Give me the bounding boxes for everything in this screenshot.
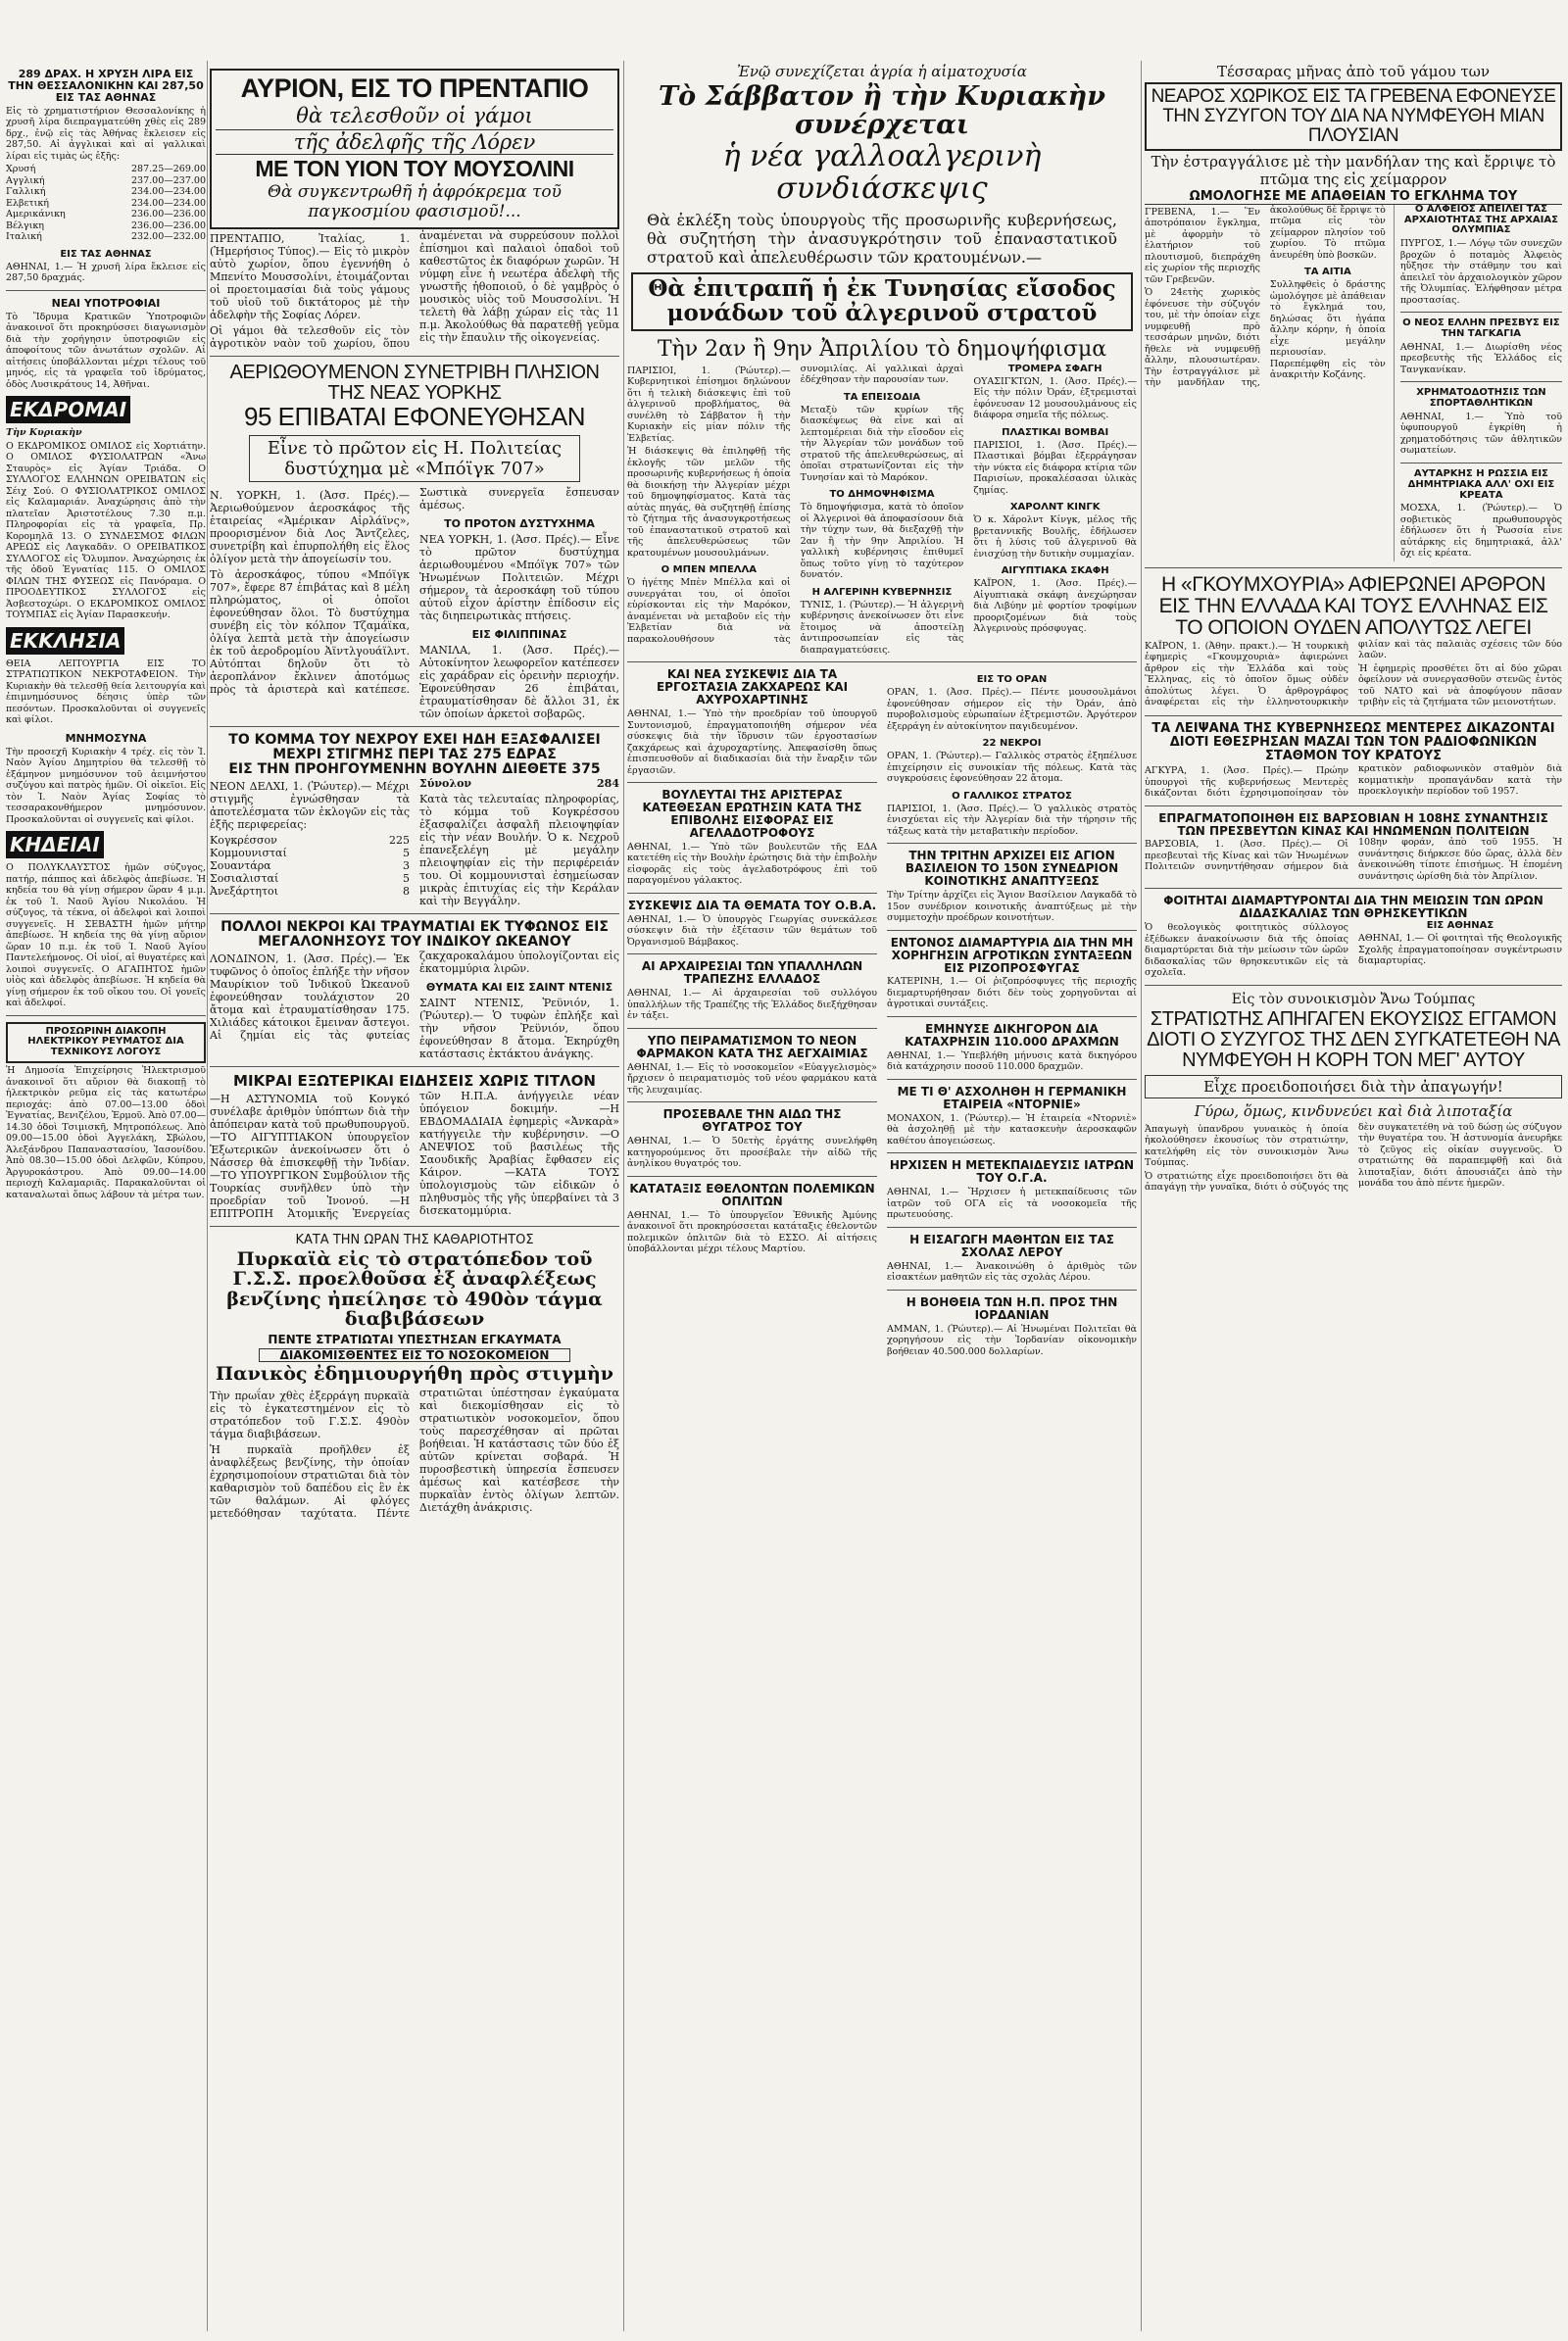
lower-section xyxy=(627,668,1137,1359)
article-body xyxy=(210,229,619,350)
filler-text: ΑΘΗΝΑΙ, 1.— Ὑπὸ τὴν προεδρίαν τοῦ ὑπουργοῦ Συντονισμοῦ, ἐπραγματοποιήθη σήμερον νέα σύσκεψις διὰ τὴν ἵδρυσιν τῶν ἐργοστασίων ζακχάρεως καὶ ἀχυροχαρτίνης. Ἀπεφασίσθη ὅπως ἐπισπευσθοῦν αἱ διαδικασίαι διὰ τὴν ἔναρξιν τῶν ἐργασιῶν. xyxy=(627,708,877,776)
price-row: Χρυσή 287.25—269.00 xyxy=(6,164,206,175)
divider xyxy=(627,1176,877,1177)
article-body xyxy=(210,950,619,1060)
headline: 95 ΕΠΙΒΑΤΑΙ ΕΦΟΝΕΥΘΗΣΑΝ xyxy=(244,402,585,432)
dateline: ΓΡΕΒΕΝΑ, 1.— Ἓν ἀποτρόπαιον ἔγκλημα, μὲ ἀφορμὴν τὸ ἐλατήριον τοῦ πλουτισμοῦ, διεπράχθη εἰς χωρίον τῆς περιοχῆς τῶν Γρεβενῶν. xyxy=(1145,206,1260,285)
filler-text: ΚΑΪΡΟΝ, 1. (Ἀθην. πρακτ.).— Ἡ τουρκικὴ ἐφημερὶς «Γκουμχουριὰ» ἀφιερώνει ἄρθρον εἰς τὴν Ἑλλάδα καὶ τοὺς Ἕλληνας, εἰς τὸ ὁποῖον ὅμως οὐδὲν ἀπολύτως λέγει. Ὁ ἀρθρογράφος ἀναφέρεται εἰς τὴν ἑλληνοτουρκικὴν φιλίαν καὶ τὰς παλαιὰς σχέσεις τῶν δύο λαῶν. xyxy=(1145,638,1562,708)
filler-text: Τὴν προσεχῆ Κυριακὴν 4 τρέχ. εἰς τὸν Ἱ. Ναὸν Ἁγίου Δημητρίου θὰ τελεσθῇ τὸ ἑξάμηνον μνημόσυνον τοῦ ἀειμνήστου συζύγου καὶ πατρὸς ἡμῶν. Οἱ οἰκεῖοι. Εἰς τὸν Ἱ. Ναὸν Ἁγίας Σοφίας τὸ τεσσαρακονθήμερον μνημόσυνον. Προσκαλοῦνται οἱ συγγενεῖς καὶ φίλοι. xyxy=(6,746,206,825)
headline: Θὰ ἐπιτραπῆ ἡ ἐκ Τυνησίας εἴσοδος μονάδων τοῦ ἀλγερινοῦ στρατοῦ xyxy=(631,272,1133,331)
party-row: Ἀνεξάρτητοι 8 xyxy=(210,885,410,899)
filler-text: ΟΥΑΣΙΓΚΤΩΝ, 1. (Ἀσσ. Πρές).— Εἰς τὴν πόλιν Ὀράν, ἐξτρεμισταὶ ἐφόνευσαν 12 μουσουλμάνους εἰς διάφορα σημεῖα τῆς πόλεως. xyxy=(973,375,1137,421)
article-body xyxy=(1145,837,1562,882)
article-body xyxy=(210,777,619,907)
lower-right xyxy=(887,668,1137,1359)
headline: ΚΑΤΑΤΑΞΙΣ ΕΘΕΛΟΝΤΩΝ ΠΟΛΕΜΙΚΩΝ ΟΠΛΙΤΩΝ xyxy=(629,1181,875,1208)
divider xyxy=(887,930,1137,931)
filler-text: ΟΡΑΝ, 1. (Ἀσσ. Πρές).— Πέντε μουσουλμάνοι ἐφονεύθησαν σήμερον εἰς τὴν Ὀράν, ἀπὸ πυροβολισμοὺς εὐρωπαίων ἐξτρεμιστῶν. Ἀργότερον ἐξερράγη ἐν αὐτοκίνητον παγιδευμένον. xyxy=(887,687,1137,732)
subhead: Ο ΓΑΛΛΙΚΟΣ ΣΤΡΑΤΟΣ xyxy=(952,790,1072,802)
filler-text: ΠΥΡΓΟΣ, 1.— Λόγῳ τῶν συνεχῶν βροχῶν ὁ ποταμὸς Ἀλφειὸς ηὔξησε τὴν στάθμην του καὶ ἀπειλεῖ τὸν ἀρχαιολογικὸν χῶρον τῆς Ὀλυμπίας. Ἐλήφθησαν μέτρα προστασίας. xyxy=(1399,238,1562,306)
subheadline: Θὰ ἐκλέξη τοὺς ὑπουργοὺς τῆς προσωρινῆς κυβερνήσεως, θὰ συζητήση τὴν ἀνασυγκρότησιν τοῦ ἐπαναστατικοῦ στρατοῦ καὶ ἀπελευθέρωσιν τῶν κρατουμένων.— xyxy=(647,211,1117,268)
headline: ΠΟΛΛΟΙ ΝΕΚΡΟΙ ΚΑΙ ΤΡΑΥΜΑΤΙΑΙ ΕΚ ΤΥΦΩΝΟΣ ΕΙΣ ΜΕΓΑΛΟΝΗΣΟΥΣ ΤΟΥ ΙΝΔΙΚΟΥ ΩΚΕΑΝΟΥ xyxy=(220,919,609,951)
price-row: Βέλγικη 236.00—236.00 xyxy=(6,219,206,231)
divider xyxy=(1400,381,1562,382)
subhead: ΘΥΜΑΤΑ ΚΑΙ ΕΙΣ ΣΑΙΝΤ ΝΤΕΝΙΣ xyxy=(425,981,613,995)
filler-text: Τὸ δημοψήφισμα, κατὰ τὸ ὁποῖον οἱ Ἀλγερινοὶ θὰ ἀποφασίσουν διὰ τὴν τύχην των, θὰ διεξαχθῇ τὴν 2αν ἢ τὴν 9ην Ἀπριλίου. Ἡ γαλλικὴ κυβέρνησις ἐπιθυμεῖ ὅπως τοῦτο γίνῃ τὸ ταχύτερον δυνατόν. xyxy=(800,502,964,581)
filler-text: ΜΑΝΙΛΑ, 1. (Ἀσσ. Πρές).— Αὐτοκίνητον λεωφορεῖον κατέπεσεν εἰς χαράδραν εἰς ὀρεινὴν περιοχήν. Ἐφονεύθησαν 26 ἐπιβάται, ἐτραυματίσθησαν δὲ ἄλλοι 31, ἐκ τῶν ὁποίων ἀρκετοὶ σοβαρῶς. xyxy=(419,643,619,720)
party-row: Κομμουνισταί 5 xyxy=(210,847,410,860)
divider xyxy=(1145,888,1562,889)
filler-text: ΑΘΗΝΑΙ, 1.— Τὸ ὑπουργεῖον Ἐθνικῆς Ἀμύνης ἀνακοινοῖ ὅτι προκηρύσσεται κατάταξις ἐθελοντῶν πολεμικῶν ὁπλιτῶν διὰ τὸ ΕΣΣΟ. Αἱ αἰτήσεις ὑποβάλλονται μέχρι τέλους Μαρτίου. xyxy=(627,1209,877,1254)
filler-text: ΑΜΜΑΝ, 1. (Ῥώυτερ).— Αἱ Ἡνωμέναι Πολιτεῖαι θὰ χορηγήσουν εἰς τὴν Ἰορδανίαν οἰκονομικὴν βοήθειαν 40.500.000 δολλαρίων. xyxy=(887,1323,1137,1357)
section-banner: ΕΚΔΡΟΜΑΙ xyxy=(6,396,130,423)
article-body xyxy=(1145,920,1562,979)
column-4 xyxy=(1145,61,1562,2324)
kicker: Τέσσαρας μῆνας ἀπὸ τοῦ γάμου των xyxy=(1216,63,1491,80)
divider xyxy=(887,1290,1137,1291)
headline: ΥΠΟ ΠΕΙΡΑΜΑΤΙΣΜΟΝ ΤΟ ΝΕΟΝ ΦΑΡΜΑΚΟΝ ΚΑΤΑ ΤΗΣ ΑΕΓΧΑΙΜΙΑΣ xyxy=(636,1033,868,1060)
subheadline: ΔΙΑΚΟΜΙΣΘΕΝΤΕΣ ΕΙΣ ΤΟ ΝΟΣΟΚΟΜΕΙΟΝ xyxy=(259,1348,570,1363)
divider xyxy=(627,782,877,783)
headline: ΦΟΙΤΗΤΑΙ ΔΙΑΜΑΡΤΥΡΟΝΤΑΙ ΔΙΑ ΤΗΝ ΜΕΙΩΣΙΝ ΤΩΝ ΩΡΩΝ ΔΙΔΑΣΚΑΛΙΑΣ ΤΩΝ ΘΡΗΣΚΕΥΤΙΚΩΝ xyxy=(1163,894,1544,921)
divider xyxy=(627,1101,877,1102)
headline: ΠΡΟΣΕΒΑΛΕ ΤΗΝ ΑΙΔΩ ΤΗΣ ΘΥΓΑΤΡΟΣ ΤΟΥ xyxy=(662,1107,842,1135)
divider xyxy=(887,843,1137,844)
grevena-body xyxy=(1145,205,1386,561)
subhead: ΕΙΣ ΤΟ ΟΡΑΝ xyxy=(976,674,1048,686)
subhead: Τὴν Κυριακὴν xyxy=(6,427,82,439)
divider xyxy=(887,1227,1137,1228)
column-3 xyxy=(627,61,1137,2324)
filler-text: ΘΕΙΑ ΛΕΙΤΟΥΡΓΙΑ ΕΙΣ ΤΟ ΣΤΡΑΤΙΩΤΙΚΟΝ ΝΕΚΡΟΤΑΦΕΙΟΝ. Τὴν Κυριακὴν θὰ τελεσθῇ θεία λειτουργία καὶ ἐπιμνημόσυνος δέησις ὑπὲρ τῶν πεσόντων. Προσκαλοῦνται οἱ συγγενεῖς καὶ φίλοι. xyxy=(6,658,206,726)
subheadline: τῆς ἀδελφῆς τῆς Λόρεν xyxy=(216,129,613,155)
filler-text: ΠΑΡΙΣΙΟΙ, 1. (Ἀσσ. Πρές).— Ὁ γαλλικὸς στρατὸς ἐνισχύεται εἰς τὴν Ἀλγερίαν διὰ τὴν τήρησιν τῆς τάξεως κατὰ τὴν μεταβατικὴν περίοδον. xyxy=(887,803,1137,837)
divider xyxy=(1145,805,1562,806)
divider xyxy=(1145,715,1562,716)
headline: ἡ νέα γαλλοαλγερινὴ συνδιάσκεψις xyxy=(722,139,1042,206)
filler-text: ΜΟΝΑΧΟΝ, 1. (Ῥώυτερ).— Ἡ ἑταιρεία «Ντορνιὲ» θὰ ἀσχοληθῇ μὲ τὴν κατασκευὴν ἀεροσκαφῶν καθέτου ἀπογειώσεως. xyxy=(887,1112,1137,1146)
filler-text: Ὁ 24ετὴς χωρικὸς ἐφόνευσε τὴν σύζυγόν του, μὲ τὴν ὁποίαν εἶχε νυμφευθῇ πρὸ τεσσάρων μηνῶν, διότι ἤθελε νὰ νυμφευθῇ ἄλλην, πλουσιωτέραν. Τὴν ἐστραγγάλισε μὲ τὴν μανδήλαν της, ἀκολούθως δὲ ἔρριψε τὸ πτῶμα εἰς τὸν χείμαρρον πλησίον τοῦ χωρίου. Τὸ πτῶμα ἀνευρέθη ὑπὸ βοσκῶν. xyxy=(1145,204,1386,389)
headline: Η «ΓΚΟΥΜΧΟΥΡΙΑ» ΑΦΙΕΡΩΝΕΙ ΑΡΘΡΟΝ ΕΙΣ ΤΗΝ ΕΛΛΑΔΑ ΚΑΙ ΤΟΥΣ ΕΛΛΗΝΑΣ ΕΙΣ ΤΟ ΟΠΟΙΟΝ ΟΥΔΕΝ ΑΠΟΛΥΤΩΣ ΛΕΓΕΙ xyxy=(1158,572,1548,639)
article-text: ΑΘΗΝΑΙ, 1.— Ἡ χρυσῆ λίρα ἔκλεισε εἰς 287,50 δραχμάς. xyxy=(6,261,206,284)
filler-text: Συλληφθεὶς ὁ δράστης ὡμολόγησε μὲ ἀπάθειαν τὸ ἔγκλημά του, δηλώσας ὅτι ἠγάπα ἄλλην κόρην, ἡ ὁποία εἶχε μεγάλην περιουσίαν. Παρεπέμφθη εἰς τὸν ἀνακριτὴν Κοζάνης. xyxy=(1269,279,1386,381)
subhead: Ο ΜΠΕΝ ΜΠΕΛΛΑ xyxy=(661,564,757,576)
headline: ΒΟΥΛΕΥΤΑΙ ΤΗΣ ΑΡΙΣΤΕΡΑΣ ΚΑΤΕΘΕΣΑΝ ΕΡΩΤΗΣΙΝ ΚΑΤΑ ΤΗΣ ΕΠΙΒΟΛΗΣ ΕΙΣΦΟΡΑΣ ΕΙΣ ΑΓΕΛΑΔΟΤΡΟΦΟΥΣ xyxy=(642,788,862,840)
filler-text: Εἰς τὸ χρηματιστήριον Θεσσαλονίκης ἡ χρυσῆ λίρα διεπραγματεύθη χθὲς εἰς 289 δρχ., ἐνῷ εἰς τὰς Ἀθήνας ἔκλεισεν εἰς 287,50. Αἱ ἀγγλικαὶ καὶ αἱ γαλλικαὶ λίραι εἰς τιμὰς ὡς ἑξῆς: xyxy=(6,105,206,162)
headline: ΜΕ ΤΙ Θ' ΑΣΧΟΛΗΘΗ Η ΓΕΡΜΑΝΙΚΗ ΕΤΑΙΡΕΙΑ «ΝΤΟΡΝΙΕ» xyxy=(897,1084,1127,1111)
gold-headline: 289 ΔΡΑΧ. Η ΧΡΥΣΗ ΛΙΡΑ ΕΙΣ ΤΗΝ ΘΕΣΣΑΛΟΝΙΚΗΝ ΚΑΙ 287,50 ΕΙΣ ΤΑΣ ΑΘΗΝΑΣ xyxy=(8,69,204,104)
filler-text: Μεταξὺ τῶν κυρίων τῆς διασκέψεως θὰ εἶνε καὶ αἱ λεπτομέρειαι διὰ τὴν εἴσοδον εἰς τὴν Ἀλγερίαν τῶν μονάδων τοῦ στρατοῦ τῆς ἀπελευθερώσεως, αἱ ὁποῖαι στρατωνίζονται εἰς τὴν Τυνησίαν καὶ τὸ Μαρόκον. xyxy=(800,404,964,483)
filler-text: ΒΑΡΣΟΒΙΑ, 1. (Ἀσσ. Πρές).— Οἱ πρεσβευταὶ τῆς Κίνας καὶ τῶν Ἡνωμένων Πολιτειῶν συνηντήθησαν σήμερον διὰ 108ην φοράν, ἀπὸ τοῦ 1955. Ἡ συνάντησις διήρκεσε δύο ὥρας, ἀλλὰ δὲν ἀνεκοινώθη τίποτε ἐπισήμως. Ἡ ἑπομένη συνάντησις ὡρίσθη διὰ τὸν Ἀπρίλιον. xyxy=(1145,837,1562,882)
filler-text: ΑΘΗΝΑΙ, 1.— Αἱ ἀρχαιρεσίαι τοῦ συλλόγου ὑπαλλήλων τῆς Τραπέζης τῆς Ἑλλάδος διεξήχθησαν ἐν τάξει. xyxy=(627,988,877,1022)
filler-text: ΚΑΪΡΟΝ, 1. (Ἀσσ. Πρές).— Αἰγυπτιακὰ σκάφη ἀνεχώρησαν διὰ Λιβύην μὲ φορτίον τροφίμων προοριζομένων διὰ τοὺς Ἀλγερινοὺς πρόσφυγας. xyxy=(973,578,1137,635)
headline: ΜΕ ΤΟΝ ΥΙΟΝ ΤΟΥ ΜΟΥΣΟΛΙΝΙ xyxy=(255,156,574,182)
headline: ΕΙΣ ΤΗΝ ΠΡΟΗΓΟΥΜΕΝΗΝ ΒΟΥΛΗΝ ΔΙΕΘΕΤΕ 375 xyxy=(228,761,601,777)
subheadline: Εἶνε τὸ πρῶτον εἰς Η. Πολιτείας δυστύχημα μὲ «Μπόϊγκ 707» xyxy=(249,435,580,482)
dateline: Ν. ΥΟΡΚΗ, 1. (Ἀσσ. Πρές).— Ἀεριωθούμενον ἀεροσκάφος τῆς ἑταιρείας «Ἀμέρικαν Αἰρλάϊνς», προορισμένον διὰ Λος Ἄντζελες, συνετρίβη καὶ ἐπυρπολήθη εἰς ἕλος ὀλίγον μετὰ τὴν ἀπογείωσίν του. xyxy=(210,488,410,565)
filler-text: Ἡ πυρκαϊὰ προῆλθεν ἐξ ἀναφλέξεως βενζίνης, τὴν ὁποίαν ἐχρησιμοποίουν στρατιῶται διὰ τὸν καθαρισμὸν τοῦ δαπέδου εἰς ἓν ἐκ τῶν θαλάμων. Αἱ φλόγες μετεδόθησαν ταχύτατα. Πέντε στρατιῶται ὑπέστησαν ἐγκαύματα καὶ διεκομίσθησαν εἰς τὸ στρατιωτικὸν νοσοκομεῖον, ὅπου τοὺς παρεσχέθησαν αἱ πρῶται βοήθειαι. Ἡ κατάστασις τῶν δύο ἐξ αὐτῶν κρίνεται σοβαρά. Ἡ πυροσβεστικὴ ὑπηρεσία ἔσπευσεν ἀμέσως καὶ κατέσβεσε τὴν πυρκαϊὰν ἐντὸς ὀλίγων λεπτῶν. Διετάχθη ἀνάκρισις. xyxy=(210,1387,619,1520)
article-text: Ἀπαγωγὴ ὑπανδρου γυναικὸς ἡ ὁποία ἠκολούθησεν ἑκουσίως τὸν στρατιώτην, κατελήφθη εἰς τὸν συνοικισμὸν Ἄνω Τούμπας. xyxy=(1145,1123,1348,1169)
subhead: ΤΑ ΑΙΤΙΑ xyxy=(1303,267,1351,278)
filler-text: ΑΘΗΝΑΙ, 1.— Ὑπὸ τῶν βουλευτῶν τῆς ΕΔΑ κατετέθη εἰς τὴν Βουλὴν ἐρώτησις διὰ τὴν ἐπιβολὴν εἰσφορᾶς εἰς τοὺς ἀγελαδοτρόφους ἐπὶ τοῦ παραγομένου γάλακτος. xyxy=(627,841,877,887)
column-rule xyxy=(623,61,624,2331)
subhead: 22 ΝΕΚΡΟΙ xyxy=(982,738,1042,750)
section-banner: ΚΗΔΕΙΑΙ xyxy=(6,831,104,858)
subhead: ΝΕΑΙ ΥΠΟΤΡΟΦΙΑΙ xyxy=(51,296,161,310)
divider xyxy=(627,1028,877,1029)
headline: ΑΥΤΑΡΚΗΣ Η ΡΩΣΣΙΑ ΕΙΣ ΔΗΜΗΤΡΙΑΚΑ ΑΛΛ' ΟΧΙ ΕΙΣ ΚΡΕΑΤΑ xyxy=(1407,467,1555,501)
headline: ΚΑΙ ΝΕΑ ΣΥΣΚΕΨΙΣ ΔΙΑ ΤΑ ΕΡΓΟΣΤΑΣΙΑ ΖΑΚΧΑΡΕΩΣ ΚΑΙ ΑΧΥΡΟΧΑΡΤΙΝΗΣ xyxy=(656,667,849,707)
filler-text: Κατὰ τὰς τελευταίας πληροφορίας, τὸ κόμμα τοῦ Κογκρέσσου ἐξασφαλίζει ἀσφαλῆ πλειοψηφίαν εἰς τὴν νέαν Βουλήν. Ὁ κ. Νεχροῦ ἐπανεξελέγη μὲ μεγάλην πλειοψηφίαν εἰς τὴν περιφέρειάν του. Οἱ κομμουνισταὶ ἐσημείωσαν μικρὰς ἐπιτυχίας εἰς τὴν Κεράλαν καὶ τὴν Βεγγάλην. xyxy=(419,793,619,908)
filler-text: ΑΘΗΝΑΙ, 1.— Ὑπεβλήθη μήνυσις κατὰ δικηγόρου διὰ κατάχρησιν ποσοῦ 110.000 δραχμῶν. xyxy=(887,1049,1137,1073)
headline: Η ΕΙΣΑΓΩΓΗ ΜΑΘΗΤΩΝ ΕΙΣ ΤΑΣ ΣΧΟΛΑΣ ΛΕΡΟΥ xyxy=(909,1232,1114,1259)
party-row: Σουαντάρα 3 xyxy=(210,859,410,873)
mussolini-box xyxy=(210,69,619,229)
subhead: ΜΝΗΜΟΣΥΝΑ xyxy=(65,731,147,745)
filler-text: Ἡ Δημοσία Ἐπιχείρησις Ἠλεκτρισμοῦ ἀνακοινοῖ ὅτι αὔριον θὰ διακοπῇ τὸ ἠλεκτρικὸν ρεῦμα εἰς τὰς κατωτέρω περιοχάς: ἀπὸ 07.00—13.00 ὁδοὶ Ἐγνατίας, Βενιζέλου, Ἑρμοῦ. Ἀπὸ 07.00—14.30 ὁδοὶ Τσιμισκῆ, Μητροπόλεως. Ἀπὸ 09.00—15.00 ὁδοὶ Ἀγγελάκη, Σβώλου, Ἀλεξάνδρου Παπαναστασίου, Ἰασονίδου. Ἀπὸ 08.30—15.00 ὁδοὶ Δελφῶν, Κύπρου, Ἀργυροκάστρου. Ἀπὸ 09.00—14.00 περιοχὴ Καλαμαριᾶς. Παρακαλοῦνται οἱ καταναλωταὶ ὅπως λάβουν τὰ μέτρα των. xyxy=(6,1065,206,1200)
dateline: ΠΑΡΙΣΙΟΙ, 1. (Ῥώυτερ).— Κυβερνητικοὶ ἐπίσημοι δηλώνουν ὅτι ἡ τελικὴ διάσκεψις ἐπὶ τοῦ ἀλγερινοῦ προβλήματος, θὰ συνέλθη τὸ Σάββατον ἢ τὴν Κυριακὴν εἰς μίαν πόλιν τῆς Ἐλβετίας. xyxy=(627,365,791,444)
subhead: ΤΟ ΔΗΜΟΨΗΦΙΣΜΑ xyxy=(829,489,935,501)
column-rule xyxy=(1141,61,1142,2331)
filler-text: Ἡ ἐφημερὶς προσθέτει ὅτι αἱ δύο χῶραι ὀφείλουν νὰ συνεργασθοῦν στενῶς ἐντὸς τοῦ ΝΑΤΟ καὶ νὰ ἀποφύγουν πᾶσαν τριβὴν εἰς τὰ ζητήματα τῶν μειονοτήτων. xyxy=(1358,662,1562,708)
filler-text: Ὁ στρατιώτης εἶχε προειδοποιήσει ὅτι θὰ ἀπαγάγῃ τὴν γυναῖκα, διότι ὁ σύζυγός της δὲν συγκατετέθη νὰ τοῦ δώσῃ ὡς σύζυγον τὴν θυγατέρα του. Ἡ ἀστυνομία ἀνευρῆκε τὸ ζεῦγος εἰς οἰκίαν συγγενοῦς. Ὁ στρατιώτης θὰ παραπεμφθῇ καὶ διὰ λιποταξίαν, διότι ἀπουσιάζει ἀπὸ τὴν μονάδα του ἀπὸ πέντε ἡμερῶν. xyxy=(1145,1121,1562,1194)
filler-text: ΑΘΗΝΑΙ, 1.— Ὑπὸ τοῦ ὑφυπουργοῦ ἐγκρίθη ἡ χρηματοδότησις τῶν ἀθλητικῶν σωματείων. xyxy=(1399,411,1562,457)
filler-text: ΑΘΗΝΑΙ, 1.— Ὁ ὑπουργὸς Γεωργίας συνεκάλεσε σύσκεψιν διὰ τὴν ἐξέτασιν τῶν θεμάτων τοῦ Ὀργανισμοῦ Βάμβακος. xyxy=(627,913,877,948)
divider xyxy=(210,356,619,357)
headline: Ο ΑΛΦΕΙΟΣ ΑΠΕΙΛΕΙ ΤΑΣ ΑΡΧΑΙΟΤΗΤΑΣ ΤΗΣ ΑΡΧΑΙΑΣ ΟΛΥΜΠΙΑΣ xyxy=(1403,203,1558,236)
article-body xyxy=(210,1387,619,1520)
party-row: Κογκρέσσον 225 xyxy=(210,834,410,848)
dateline: ΠΡΕΝΤΑΠΙΟ, Ἰταλίας, 1. (Ἡμερήσιος Τύπος).— Εἰς τὸ μικρὸν αὐτὸ χωρίον, ὅπου ἐγεννήθη ὁ Μπενίτο Μουσσολίνι, ἑτοιμάζονται οἱ προετοιμασίαι διὰ τοὺς γάμους τοῦ υἱοῦ τοῦ δικτάτορος μὲ τὴν ἀδελφὴν τῆς Σοφίας Λόρεν. xyxy=(210,232,410,322)
kicker: Ἐνῷ συνεχίζεται ἀγρία ἡ αἱματοχυσία xyxy=(737,63,1027,80)
filler-text: ΣΑΙΝΤ ΝΤΕΝΙΣ, Ῥεϋνιόν, 1. (Ῥώυτερ).— Ὁ τυφὼν ἐπλήξε καὶ τὴν νῆσον Ῥεϋνιόν, ὅπου ἐφονεύθησαν 8 ἄτομα. Ἐκηρύχθη κατάστασις ἐκτάκτου ἀνάγκης. xyxy=(419,997,619,1061)
divider xyxy=(627,953,877,954)
divider xyxy=(887,1016,1137,1017)
headline: ΕΜΗΝΥΣΕ ΔΙΚΗΓΟΡΟΝ ΔΙΑ ΚΑΤΑΧΡΗΣΙΝ 110.000 ΔΡΑΧΜΩΝ xyxy=(905,1021,1119,1049)
filler-text: ΟΡΑΝ, 1. (Ῥώυτερ).— Γαλλικὸς στρατὸς ἐξηπέλυσε ἐπιχείρησιν εἰς συνοικίαν τῆς πόλεως. Κατὰ τὰς συγκρούσεις ἐφονεύθησαν 22 ἄτομα. xyxy=(887,751,1137,785)
section-banner: ΕΚΚΛΗΣΙΑ xyxy=(6,627,124,655)
subheadline: ΠΕΝΤΕ ΣΤΡΑΤΙΩΤΑΙ ΥΠΕΣΤΗΣΑΝ ΕΓΚΑΥΜΑΤΑ xyxy=(268,1332,562,1346)
article-text: Τὴν πρωΐαν χθὲς ἐξερράγη πυρκαϊὰ εἰς τὸ ἐγκατεστημένον εἰς τὸ στρατόπεδον τοῦ Γ.Σ.Σ. 490ὸν τάγμα διαβιβάσεων. xyxy=(210,1390,410,1440)
subhead: ΤΑ ΕΠΕΙΣΟΔΙΑ xyxy=(843,391,921,403)
grevena-side xyxy=(1394,205,1562,561)
divider xyxy=(210,1226,619,1227)
headline: ΤΑ ΛΕΙΨΑΝΑ ΤΗΣ ΚΥΒΕΡΝΗΣΕΩΣ ΜΕΝΤΕΡΕΣ ΔΙΚΑΖΟΝΤΑΙ ΔΙΟΤΙ ΕΘΕΣΡΗΣΑΝ ΜΑΖΑΙ ΤΩΝ ΤΟΝ ΡΑΔΙΟΦΩΝΙΚΩΝ ΣΤΑΘΜΟΝ ΤΟΥ ΚΡΑΤΟΥΣ xyxy=(1152,720,1555,764)
filler-text: Ὁ θεολογικὸς φοιτητικὸς σύλλογος ἐξέδωκεν ἀνακοίνωσιν διὰ τῆς ὁποίας διαμαρτύρεται διὰ τὴν μείωσιν τῶν ὡρῶν διδασκαλίας τῶν θρησκευτικῶν εἰς τὰ σχολεῖα. xyxy=(1145,922,1348,979)
filler-text: ΤΥΝΙΣ, 1. (Ῥώυτερ).— Ἡ ἀλγερινὴ κυβέρνησις ἀνεκοίνωσεν ὅτι εἶνε ἕτοιμος νὰ ἀποστείλῃ ἀντιπροσωπείαν εἰς τὰς διαπραγματεύσεις. xyxy=(800,599,964,656)
divider xyxy=(210,1066,619,1067)
headline: ΕΠΡΑΓΜΑΤΟΠΟΙΗΘΗ ΕΙΣ ΒΑΡΣΟΒΙΑΝ Η 108ΗΣ ΣΥΝΑΝΤΗΣΙΣ ΤΩΝ ΠΡΕΣΒΕΥΤΩΝ ΚΙΝΑΣ ΚΑΙ ΗΝΩΜΕΝΩΝ ΠΟΛΙΤΕΙΩΝ xyxy=(1158,810,1548,838)
subhead: ΤΟ ΠΡΟΤΟΝ ΔΥΣΤΥΧΗΜΑ xyxy=(444,516,595,530)
headline: Πυρκαϊὰ εἰς τὸ στρατόπεδον τοῦ Γ.Σ.Σ. προελθοῦσα ἐξ ἀναφλέξεως βενζίνης ἠπείλησε τὸ 490ὸν τάγμα διαβιβάσεων xyxy=(226,1247,603,1331)
kicker: Εἰς τὸν συνοικισμὸν Ἄνω Τούμπας xyxy=(1231,991,1476,1007)
filler-text: ΑΓΚΥΡΑ, 1. (Ἀσσ. Πρές).— Πρώην ὑπουργοὶ τῆς κυβερνήσεως Μεντερὲς δικάζονται διότι ἐχρησιμοποίησαν τὸν κρατικὸν ραδιοφωνικὸν σταθμὸν διὰ κομματικὴν προπαγάνδαν κατὰ τὴν προεκλογικὴν περίοδον τοῦ 1957. xyxy=(1145,763,1562,800)
subheadline: Θὰ συγκεντρωθῆ ἡ ἀφρόκρεμα τοῦ παγκοσμίου φασισμοῦ!... xyxy=(268,182,562,222)
divider xyxy=(210,726,619,727)
article-body xyxy=(210,486,619,720)
filler-text: Οἱ γάμοι θὰ τελεσθοῦν εἰς τὸν ἀγροτικὸν ναὸν τοῦ χωρίου, ὅπου ἀναμένεται νὰ συρρεύσουν πολλοὶ ἐπίσημοι καὶ παλαιοὶ ὀπαδοὶ τοῦ καθεστῶτος ἐκ διαφόρων χωρῶν. Ἡ νύμφη εἶνε ἡ νεωτέρα ἀδελφὴ τῆς γνωστῆς ἠθοποιοῦ, ὁ δὲ γαμβρὸς ὁ μουσικὸς υἱὸς τοῦ Μουσσολίνι. Ἡ τελετὴ θὰ λάβῃ χώραν εἰς τὰς 11 π.μ. Ἀκολούθως θὰ παρατεθῇ γεῦμα εἰς τὴν ἔπαυλιν τῆς οἰκογενείας. xyxy=(210,229,619,351)
filler-text: Ὁ κ. Χάρολντ Κίνγκ, μέλος τῆς βρεταννικῆς Βουλῆς, ἐδήλωσεν ὅτι ἡ λύσις τοῦ ἀλγερινοῦ θὰ ἐνισχύσῃ τὴν δυτικὴν συμμαχίαν. xyxy=(973,514,1137,560)
subheadline: ΩΜΟΛΟΓΗΣΕ ΜΕ ΑΠΑΘΕΙΑΝ ΤΟ ΕΓΚΛΗΜΑ ΤΟΥ xyxy=(1145,190,1562,205)
divider xyxy=(627,661,1137,662)
subhead: Η ΑΛΓΕΡΙΝΗ ΚΥΒΕΡΝΗΣΙΣ xyxy=(811,586,953,598)
filler-text: Ο ΠΟΛΥΚΛΑΥΣΤΟΣ ἡμῶν σύζυγος, πατήρ, πάππος καὶ ἀδελφὸς ἀπεβίωσε. Ἡ κηδεία του θὰ γίνῃ σήμερον ὥραν 4 μ.μ. ἐκ τοῦ Ἱ. Ναοῦ Ἁγίου Νικολάου. Ἡ σύζυγος, τὰ τέκνα, οἱ ἀδελφοὶ καὶ λοιποὶ συγγενεῖς. Η ΣΕΒΑΣΤΗ ἡμῶν μήτηρ ἀπεβίωσε. Ἡ κηδεία της θὰ γίνῃ αὔριον ὥραν 10 π.μ. ἐκ τοῦ Ἱ. Ναοῦ Ἁγίου Παντελεήμονος. Οἱ υἱοί, αἱ θυγατέρες καὶ λοιποὶ συγγενεῖς. Ο ΑΓΑΠΗΤΟΣ ἡμῶν υἱὸς καὶ ἀδελφὸς ἀπεβίωσε. Ἡ κηδεία θὰ γίνῃ σήμερον ἐκ τοῦ οἴκου του. Οἱ γονεῖς καὶ ἀδελφοί. xyxy=(6,862,206,1009)
subheadline: Τὴν 2αν ἢ 9ην Ἀπριλίου τὸ δημοψήφισμα xyxy=(657,336,1107,362)
article-body xyxy=(627,364,1137,657)
subhead: ΤΡΟΜΕΡΑ ΣΦΑΓΗ xyxy=(1007,363,1102,374)
subhead: ΑΙΓΥΠΤΙΑΚΑ ΣΚΑΦΗ xyxy=(1001,565,1109,577)
filler-text: ΝΕΑ ΥΟΡΚΗ, 1. (Ἀσσ. Πρές).— Εἶνε τὸ πρῶτον δυστύχημα ἀεριωθουμένου «Μπόϊγκ 707» τῶν Ἡνωμένων Πολιτειῶν. Μέχρι σήμερον, τὰ ἀεροσκάφη τοῦ τύπου αὐτοῦ εἶχον ἀρίστην ἐπίδοσιν εἰς τὰς διηπειρωτικὰς πτήσεις. xyxy=(419,532,619,622)
party-row: Σοσιαλισταί 5 xyxy=(210,872,410,886)
price-row: Ελβετική 234.00—234.00 xyxy=(6,197,206,209)
grevena-box xyxy=(1145,82,1562,151)
divider xyxy=(887,1152,1137,1153)
divider xyxy=(1145,985,1562,986)
divider xyxy=(627,893,877,894)
subheadline: Τὴν ἐστραγγάλισε μὲ τὴν μανδήλαν της καὶ ἔρριψε τὸ πτῶμα της εἰς χείμαρρον xyxy=(1151,152,1556,188)
headline: ΤΟ ΚΟΜΜΑ ΤΟΥ ΝΕΧΡΟΥ ΕΧΕΙ ΗΔΗ ΕΞΑΣΦΑΛΙΣΕΙ ΜΕΧΡΙ ΣΤΙΓΜΗΣ ΠΕΡΙ ΤΑΣ 275 ΕΔΡΑΣ xyxy=(228,731,601,762)
subheadline: Εἶχε προειδοποιήσει διὰ τὴν ἀπαγωγήν! xyxy=(1145,1075,1562,1098)
divider xyxy=(6,290,206,291)
filler-text: ΑΘΗΝΑΙ, 1.— Οἱ φοιτηταὶ τῆς Θεολογικῆς Σχολῆς ἐπραγματοποίησαν συγκέντρωσιν διαμαρτυρίας. xyxy=(1358,933,1562,967)
headline: Πανικὸς ἐδημιουργήθη πρὸς στιγμὴν xyxy=(216,1363,613,1386)
article-body xyxy=(210,1090,619,1220)
filler-text: ΑΘΗΝΑΙ, 1.— Διωρίσθη νέος πρεσβευτὴς τῆς Ἑλλάδος εἰς Τανγκανίκαν. xyxy=(1399,341,1562,375)
filler-text: Ο ΕΚΔΡΟΜΙΚΟΣ ΟΜΙΛΟΣ εἰς Χορτιάτην. Ο ΟΜΙΛΟΣ ΦΥΣΙΟΛΑΤΡΩΝ «Ἄνω Σταυρὸς» εἰς Ἁγίαν Τριάδα. Ο ΣΥΛΛΟΓΟΣ ΕΛΛΗΝΩΝ ΟΡΕΙΒΑΤΩΝ εἰς Σέιχ Σού. Ο ΦΥΣΙΟΛΑΤΡΙΚΟΣ ΟΜΙΛΟΣ εἰς Καλαμαριάν. Ἀναχώρησις ἀπὸ τὴν πλατεῖαν Ἀριστοτέλους 7.30 π.μ. Πληροφορίαι εἰς τὰ γραφεῖα, Πρ. Κορομηλᾶ 13. Ο ΣΥΝΔΕΣΜΟΣ ΦΙΛΩΝ ΑΡΕΩΣ εἰς Λαγκαδᾶν. Ο ΟΡΕΙΒΑΤΙΚΟΣ ΣΥΛΛΟΓΟΣ εἰς Ὄλυμπον. Ἀναχώρησις ἐκ τῆς ὁδοῦ Ἐγνατίας 115. Ο ΟΜΙΛΟΣ ΦΙΛΩΝ ΤΗΣ ΦΥΣΕΩΣ εἰς Πανόραμα. Ο ΠΡΟΟΔΕΥΤΙΚΟΣ ΣΥΛΛΟΓΟΣ εἰς Ἀσβεστοχώρι. Ο ΕΚΔΡΟΜΙΚΟΣ ΟΜΙΛΟΣ ΤΟΥΜΠΑΣ εἰς Ἁγίαν Παρασκευήν. xyxy=(6,440,206,621)
party-row: Σύνολον 284 xyxy=(419,777,619,791)
divider xyxy=(6,1015,206,1016)
headline: ΗΡΧΙΣΕΝ Η ΜΕΤΕΚΠΑΙΔΕΥΣΙΣ ΙΑΤΡΩΝ ΤΟΥ Ο.Γ.Α. xyxy=(889,1158,1135,1186)
divider xyxy=(1145,567,1562,568)
filler-text: Ἡ διάσκεψις θὰ ἐπιληφθῇ τῆς ἐκλογῆς τῶν μελῶν τῆς προσωρινῆς κυβερνήσεως ἡ ὁποία θὰ διοικήσῃ τὴν Ἀλγερίαν μέχρι τοῦ δημοψηφίσματος. Κατὰ τὰς αὐτὰς πηγάς, θὰ συζητηθῇ ἐπίσης τὸ ζήτημα τῆς ἀνασυγκροτήσεως τοῦ ἐπαναστατικοῦ στρατοῦ καὶ τῆς ἀπελευθερώσεως τῶν κρατουμένων μουσουλμάνων. xyxy=(627,446,791,559)
power-headline: ΠΡΟΣΩΡΙΝΗ ΔΙΑΚΟΠΗ ΗΛΕΚΤΡΙΚΟΥ ΡΕΥΜΑΤΟΣ ΔΙΑ ΤΕΧΝΙΚΟΥΣ ΛΟΓΟΥΣ xyxy=(6,1022,206,1063)
article-body xyxy=(1145,1122,1562,1194)
headline: ΣΥΣΚΕΨΙΣ ΔΙΑ ΤΑ ΘΕΜΑΤΑ ΤΟΥ Ο.Β.Α. xyxy=(627,898,877,912)
filler-text: ΛΟΝΔΙΝΟΝ, 1. (Ἀσσ. Πρές).— Ἐκ τυφῶνος ὁ ὁποῖος ἐπλήξε τὴν νῆσον Μαυρίκιον τοῦ Ἰνδικοῦ Ὠκεανοῦ ἐφονεύθησαν τουλάχιστον 20 ἄτομα καὶ ἐτραυματίσθησαν 175. Χιλιάδες κάτοικοι ἔμειναν ἄστεγοι. Αἱ ζημίαι εἰς τὰς φυτείας ζακχαροκαλάμου ὑπολογίζονται εἰς ἑκατομμύρια λιρῶν. xyxy=(210,950,619,1043)
kicker: ΚΑΤΑ ΤΗΝ ΩΡΑΝ ΤΗΣ ΚΑΘΑΡΙΟΤΗΤΟΣ xyxy=(295,1232,534,1247)
filler-text: ΑΘΗΝΑΙ, 1.— Ὁ 50ετὴς ἐργάτης συνελήφθη κατηγορούμενος ὅτι προσέβαλε τὴν αἰδῶ τῆς ἀνηλίκου θυγατρός του. xyxy=(627,1136,877,1170)
filler-text: ΑΘΗΝΑΙ, 1.— Ἀνακοινώθη ὁ ἀριθμὸς τῶν εἰσακτέων μαθητῶν εἰς τὰς σχολὰς Λέρου. xyxy=(887,1260,1137,1284)
dateline: ΝΕΟΝ ΔΕΛΧΙ, 1. (Ῥώυτερ).— Μέχρι στιγμῆς ἐγνώσθησαν τὰ ἀποτελέσματα τῶν ἐκλογῶν εἰς τὰς ἑξῆς περιφερείας: xyxy=(210,780,410,832)
headline: ΑΕΡΙΩΘΟΥΜΕΝΟΝ ΣΥΝΕΤΡΙΒΗ ΠΛΗΣΙΟΝ ΤΗΣ ΝΕΑΣ ΥΟΡΚΗΣ xyxy=(229,362,600,405)
filler-text: ΜΟΣΧΑ, 1. (Ῥώυτερ).— Ὁ σοβιετικὸς πρωθυπουργὸς ἐδήλωσεν ὅτι ἡ Ῥωσσία εἶνε αὐτάρκης εἰς δημητριακά, ἀλλ' ὄχι εἰς κρέατα. xyxy=(1399,503,1562,560)
divider xyxy=(210,913,619,914)
headline: Ο ΝΕΟΣ ΕΛΛΗΝ ΠΡΕΣΒΥΣ ΕΙΣ ΤΗΝ ΤΑΓΚΑΓΙΑ xyxy=(1402,317,1560,340)
headline: Η ΒΟΗΘΕΙΑ ΤΩΝ Η.Π. ΠΡΟΣ ΤΗΝ ΙΟΡΔΑΝΙΑΝ xyxy=(906,1294,1118,1322)
filler-text: ΠΑΡΙΣΙΟΙ, 1. (Ἀσσ. Πρές).— Πλαστικαὶ βόμβαι ἐξερράγησαν τὴν νύκτα εἰς διάφορα κτίρια τῶν Παρισίων, προκαλέσασαι ὑλικὰς ζημίας. xyxy=(973,439,1137,496)
price-row: Ιταλική 232.00—232.00 xyxy=(6,231,206,243)
subhead: ΕΙΣ ΑΘΗΝΑΣ xyxy=(1426,920,1494,932)
headline: ΕΝΤΟΝΟΣ ΔΙΑΜΑΡΤΥΡΙΑ ΔΙΑ ΤΗΝ ΜΗ ΧΟΡΗΓΗΣΙΝ ΑΓΡΟΤΙΚΩΝ ΣΥΝΤΑΞΕΩΝ ΕΙΣ ΡΙΖΟΠΡΟΣΦΥΓΑΣ xyxy=(890,935,1134,975)
subhead: ΕΙΣ ΤΑΣ ΑΘΗΝΑΣ xyxy=(60,248,152,260)
headline: ΑΙ ΑΡΧΑΙΡΕΣΙΑΙ ΤΩΝ ΥΠΑΛΛΗΛΩΝ ΤΡΑΠΕΖΗΣ ΕΛΛΑΔΟΣ xyxy=(641,959,863,987)
subheadline: θὰ τελεσθοῦν οἱ γάμοι xyxy=(296,104,533,128)
article-body xyxy=(1145,639,1562,709)
subhead: ΠΛΑΣΤΙΚΑΙ ΒΟΜΒΑΙ xyxy=(1002,426,1109,438)
headline: Τὸ Σάββατον ἢ τὴν Κυριακὴν συνέρχεται xyxy=(659,81,1105,141)
filler-text: Τὸ Ἵδρυμα Κρατικῶν Ὑποτροφιῶν ἀνακοινοῖ ὅτι προκηρύσσει διαγωνισμὸν διὰ τὴν χορήγησιν ὑποτροφιῶν εἰς ἀποφοίτους τῶν ἀνωτάτων σχολῶν. Αἱ αἰτήσεις ὑποβάλλονται μέχρι τέλους τοῦ μηνός, εἰς τὰ γραφεῖα τοῦ ἱδρύματος, ὁδὸς Λυσικράτους 14, Ἀθῆναι. xyxy=(6,311,206,390)
gold-price-table xyxy=(6,164,206,243)
filler-text: ΚΑΤΕΡΙΝΗ, 1.— Οἱ ῥιζοπρόσφυγες τῆς περιοχῆς διεμαρτυρήθησαν διότι δὲν τοὺς χορηγοῦνται αἱ ἀγροτικαὶ συντάξεις. xyxy=(887,976,1137,1010)
price-row: Αγγλική 237.00—237.00 xyxy=(6,174,206,186)
divider xyxy=(1400,312,1562,313)
headline: ΜΙΚΡΑΙ ΕΞΩΤΕΡΙΚΑΙ ΕΙΔΗΣΕΙΣ ΧΩΡΙΣ ΤΙΤΛΟΝ xyxy=(233,1072,596,1091)
filler-text: —Η ΑΣΤΥΝΟΜΙΑ τοῦ Κονγκό συνέλαβε ἀριθμὸν ὑπόπτων διὰ τὴν ἀπόπειραν κατὰ τοῦ πρωθυπουργοῦ. —ΤΟ ΑΙΓΥΠΤΙΑΚΟΝ ὑπουργεῖον Ἐξωτερικῶν ἀνεκοίνωσεν ὅτι ὁ Νάσσερ θὰ ἐπισκεφθῇ τὴν Ἰνδίαν. —ΤΟ ΥΠΟΥΡΓΙΚΟΝ Συμβούλιον τῆς Τουρκίας συνῆλθεν ὑπὸ τὴν προεδρίαν τοῦ Ἰνονού. —Η ΕΠΙΤΡΟΠΗ Ἀτομικῆς Ἐνεργείας τῶν Η.Π.Α. ἀνήγγειλε νέαν ὑπόγειον δοκιμήν. —Η ΕΒΔΟΜΑΔΙΑΙΑ ἐφημερὶς «Ἀνκαρὰ» κατήγγειλε τὴν κυβέρνησιν. —Ο ΑΝΕΨΙΟΣ τοῦ βασιλέως τῆς Σαουδικῆς Ἀραβίας ἔφθασεν εἰς Κάιρον. —ΚΑΤΑ ΤΟΥΣ ὑπολογισμοὺς τῶν εἰδικῶν ὁ πληθυσμὸς τῆς γῆς ὑπερβαίνει τὰ 3 δισεκατομμύρια. xyxy=(210,1089,619,1220)
headline: ΝΕΑΡΟΣ ΧΩΡΙΚΟΣ ΕΙΣ ΤΑ ΓΡΕΒΕΝΑ ΕΦΟΝΕΥΣΕ ΤΗΝ ΣΥΖΥΓΟΝ ΤΟΥ ΔΙΑ ΝΑ ΝΥΜΦΕΥΘΗ ΜΙΑΝ ΠΛΟΥΣΙΑΝ xyxy=(1151,86,1556,146)
column-1 xyxy=(6,69,206,2322)
grevena-section xyxy=(1145,205,1562,561)
subheadline: Γύρω, ὅμως, κινδυνεύει καὶ διὰ λιποταξία xyxy=(1194,1101,1513,1120)
headline: ΣΤΡΑΤΙΩΤΗΣ ΑΠΗΓΑΓΕΝ ΕΚΟΥΣΙΩΣ ΕΓΓΑΜΟΝ ΔΙΟΤΙ Ο ΣΥΖΥΓΟΣ ΤΗΣ ΔΕΝ ΣΥΓΚΑΤΕΤΕΘΗ ΝΑ ΝΥΜΦΕΥΘΗ Η ΚΟΡΗ ΤΟΝ ΜΕΓ' ΑΥΤΟΥ xyxy=(1147,1007,1560,1071)
subhead: ΕΙΣ ΦΙΛΙΠΠΙΝΑΣ xyxy=(471,627,567,641)
price-row: Γαλλική 234.00—234.00 xyxy=(6,186,206,198)
headline: ΑΥΡΙΟΝ, ΕΙΣ ΤΟ ΠΡΕΝΤΑΠΙΟ xyxy=(240,73,589,103)
headline: ΤΗΝ ΤΡΙΤΗΝ ΑΡΧΙΖΕΙ ΕΙΣ ΑΓΙΟΝ ΒΑΣΙΛΕΙΟΝ ΤΟ 150Ν ΣΥΝΕΔΡΙΟΝ ΚΟΙΝΟΤΙΚΗΣ ΑΝΑΠΤΥΞΕΩΣ xyxy=(905,849,1119,889)
filler-text: Τὸ ἀεροσκάφος, τύπου «Μπόϊγκ 707», ἔφερε 87 ἐπιβάτας καὶ 8 μέλη πληρώματος, οἱ ὁποῖοι ἐφονεύθησαν ὅλοι. Τὸ δυστύχημα συνέβη εἰς τὸν κόλπον Τζαμάϊκα, ὀλίγα λεπτὰ μετὰ τὴν ἀπογείωσιν ἐκ τοῦ ἀεροδρομίου Ἀϊντλγουάϊλντ. Αὐτόπται δηλοῦν ὅτι τὸ ἀεροπλάνον ἔκλινεν ἀποτόμως πρὸς τὰ ἀριστερὰ καὶ κατέπεσε. Σωστικὰ συνεργεῖα ἔσπευσαν ἀμέσως. xyxy=(210,485,619,696)
headline: ΧΡΗΜΑΤΟΔΟΤΗΣΙΣ ΤΩΝ ΣΠΟΡΤΑΘΛΗΤΙΚΩΝ xyxy=(1416,387,1546,410)
price-row: Αμερικάνικη 236.00—236.00 xyxy=(6,209,206,220)
divider xyxy=(887,1079,1137,1080)
lower-left xyxy=(627,668,877,1359)
column-rule xyxy=(207,61,208,2331)
filler-text: Ὁ ἡγέτης Μπὲν Μπέλλα καὶ οἱ συνεργάται του, οἱ ὁποῖοι εὑρίσκονται εἰς τὴν Μαρόκον, ἀναμένεται νὰ μεταβοῦν εἰς τὴν Ἐλβετίαν διὰ νὰ παρακολουθήσουν τὰς συνομιλίας. Αἱ γαλλικαὶ ἀρχαὶ ἐδέχθησαν τὴν παρουσίαν των. xyxy=(627,363,964,645)
subhead: ΧΑΡΟΛΝΤ ΚΙΝΓΚ xyxy=(1009,502,1101,513)
filler-text: ΑΘΗΝΑΙ, 1.— Ἤρχισεν ἡ μετεκπαίδευσις τῶν ἰατρῶν τοῦ ΟΓΑ εἰς τὰ νοσοκομεῖα τῆς πρωτευούσης. xyxy=(887,1187,1137,1221)
filler-text: Τὴν Τρίτην ἀρχίζει εἰς Ἅγιον Βασίλειον Λαγκαδᾶ τὸ 15ον συνέδριον κοινοτικῆς ἀναπτύξεως μὲ τὴν συμμετοχὴν προέδρων κοινοτήτων. xyxy=(887,890,1137,924)
article-body xyxy=(1145,763,1562,800)
filler-text: ΑΘΗΝΑΙ, 1.— Εἰς τὸ νοσοκομεῖον «Εὐαγγελισμὸς» ἤρχισεν ὁ πειραματισμὸς τοῦ νέου φαρμάκου κατὰ τῆς λευχαιμίας. xyxy=(627,1061,877,1096)
column-2 xyxy=(210,69,619,2322)
